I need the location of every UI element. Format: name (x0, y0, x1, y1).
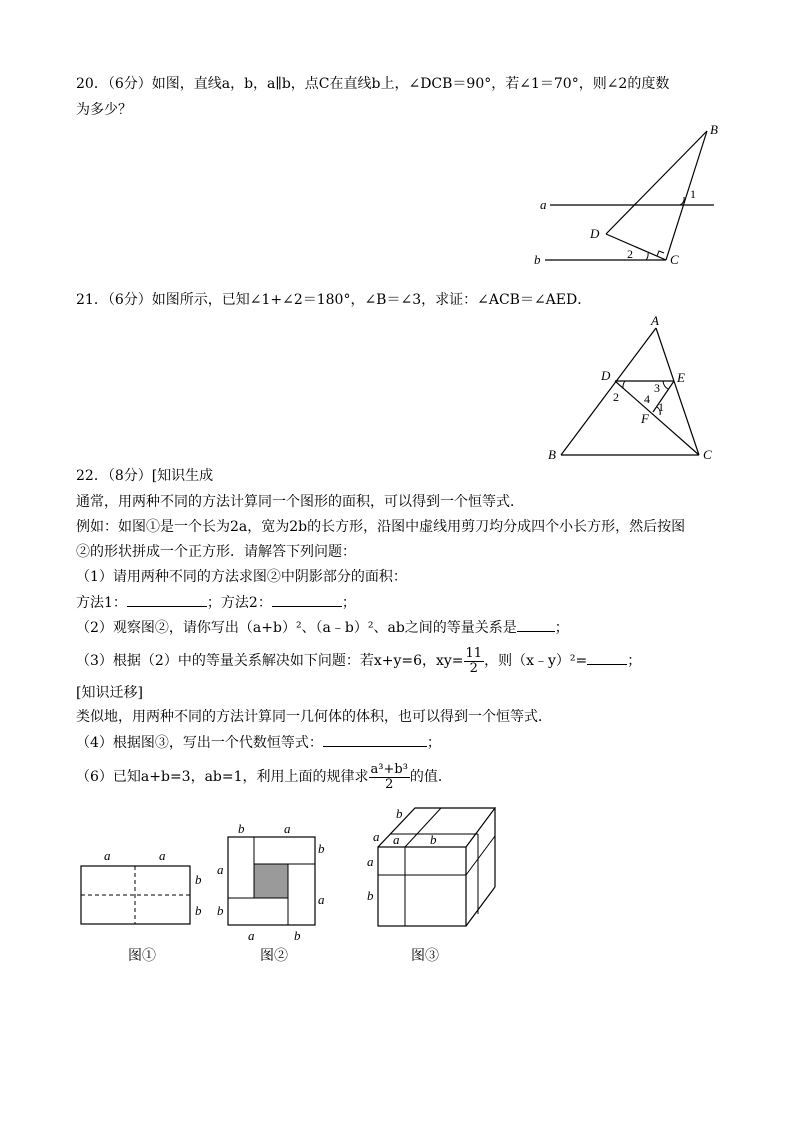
q21-label-F: F (641, 411, 649, 426)
fig3-label-a-left: a (367, 854, 374, 869)
shaded-square (254, 864, 288, 898)
fig3-label-b-top: b (396, 806, 403, 821)
part3-blank[interactable] (587, 650, 627, 665)
q20-label-angle1: 1 (690, 187, 696, 201)
q20-text-line2: 为多少？ (76, 102, 132, 118)
fig2-caption: 图② (260, 949, 288, 964)
part6-fraction (369, 763, 410, 792)
part4-blank[interactable] (323, 732, 427, 747)
fig3-caption: 图③ (411, 949, 439, 964)
fig2-label-top-b: b (238, 821, 245, 836)
q20-text-line1: 20．（6分）如图，直线a，b，a∥b，点C在直线b上，∠DCB＝90°，若∠1＝70°，则∠2的度数 (76, 76, 670, 92)
q20-label-b: b (534, 252, 541, 267)
method1-label: 方法1： (76, 595, 127, 611)
q20-label-a: a (540, 197, 547, 212)
method2-label: ；方法2： (206, 595, 272, 611)
part6-text2: 的值． (409, 769, 452, 785)
part4-end: ； (426, 735, 441, 751)
q21-label-E: E (677, 370, 685, 385)
fig2-label-right-b: b (318, 841, 325, 856)
fig3-label-a-inner: a (393, 832, 400, 847)
q20-figure (530, 118, 730, 270)
part6-frac-num: a³+b³ (370, 761, 408, 777)
part2-blank[interactable] (517, 617, 555, 632)
q20-label-D: D (590, 226, 600, 241)
q22-part1: （1）请用两种不同的方法求图②中阴影部分的面积： (76, 569, 407, 585)
fig1-label-a1: a (104, 848, 111, 863)
fig2-label-bot-a: a (248, 928, 255, 943)
q22-part2 (76, 617, 726, 638)
fig1-label-a2: a (159, 848, 166, 863)
fig2-label-left-b: b (217, 903, 224, 918)
method1-blank[interactable] (127, 592, 207, 607)
q21-label-D: D (601, 368, 611, 383)
q22-part4 (76, 732, 726, 753)
q22-part6 (76, 757, 726, 797)
q21-label-angle2: 2 (613, 390, 619, 404)
part6-text: （6）已知a+b=3，ab=1，利用上面的规律求 (76, 769, 369, 785)
figure-2 (210, 820, 340, 970)
q22-part3 (76, 643, 726, 679)
q21-label-angle1: 1 (658, 400, 664, 414)
fig2-label-right-a: a (318, 892, 325, 907)
q22-transfer-title: [知识迁移] (76, 685, 143, 701)
part3-text: （3）根据（2）中的等量关系解决如下问题：若x+y=6，xy= (76, 653, 464, 669)
part3-frac-den: 2 (469, 660, 478, 676)
fig1-label-b2: b (195, 903, 202, 918)
q21-figure (540, 312, 730, 464)
q21-label-A: A (651, 313, 659, 328)
part3-frac-num: 11 (465, 645, 483, 661)
part4-text: （4）根据图③，写出一个代数恒等式： (76, 735, 323, 751)
fig3-label-a-top: a (373, 829, 380, 844)
fig3-label-b-left: b (367, 888, 374, 903)
fig3-label-b-inner: b (430, 832, 437, 847)
fig2-label-bot-b: b (294, 928, 301, 943)
fig2-label-left-a: a (217, 862, 224, 877)
q21-label-C: C (703, 447, 712, 462)
q21-label-B: B (548, 447, 556, 462)
fig1-label-b1: b (195, 872, 202, 887)
method-end: ； (341, 595, 356, 611)
q22-header: 22．（8分）[知识生成 (76, 468, 214, 484)
q21-label-angle4: 4 (644, 392, 650, 406)
method2-blank[interactable] (272, 592, 342, 607)
q22-example-line2: ②的形状拼成一个正方形．请解答下列问题： (76, 544, 356, 560)
fig1-caption: 图① (128, 949, 156, 964)
q22-intro: 通常，用两种不同的方法计算同一个图形的面积，可以得到一个恒等式． (76, 494, 524, 510)
q22-example-line1: 例如：如图①是一个长为2a，宽为2b的长方形，沿图中虚线用剪刀均分成四个小长方形，然后按图 (76, 519, 686, 535)
part3-end: ； (627, 653, 642, 669)
part3-fraction (464, 647, 485, 676)
q22-transfer-text: 类似地，用两种不同的方法计算同一几何体的体积，也可以得到一个恒等式． (76, 709, 552, 725)
q22-part1-methods (76, 592, 726, 613)
q20-label-B: B (710, 122, 718, 137)
q21-text-line1: 21．（6分）如图所示，已知∠1+∠2＝180°，∠B＝∠3，求证：∠ACB＝∠AED． (76, 292, 592, 308)
q20-label-angle2: 2 (627, 247, 633, 261)
part2-text: （2）观察图②，请你写出（a+b）²、（a﹣b）²、ab之间的等量关系是 (76, 620, 517, 636)
q20-label-C: C (670, 252, 679, 267)
part3-text2: ，则（x﹣y）²= (484, 653, 588, 669)
part2-end: ； (554, 620, 569, 636)
figure-3 (360, 800, 510, 970)
figure-1 (74, 845, 214, 970)
part6-frac-den: 2 (385, 776, 394, 792)
fig2-label-top-a: a (284, 821, 291, 836)
q21-label-angle3: 3 (654, 381, 660, 395)
